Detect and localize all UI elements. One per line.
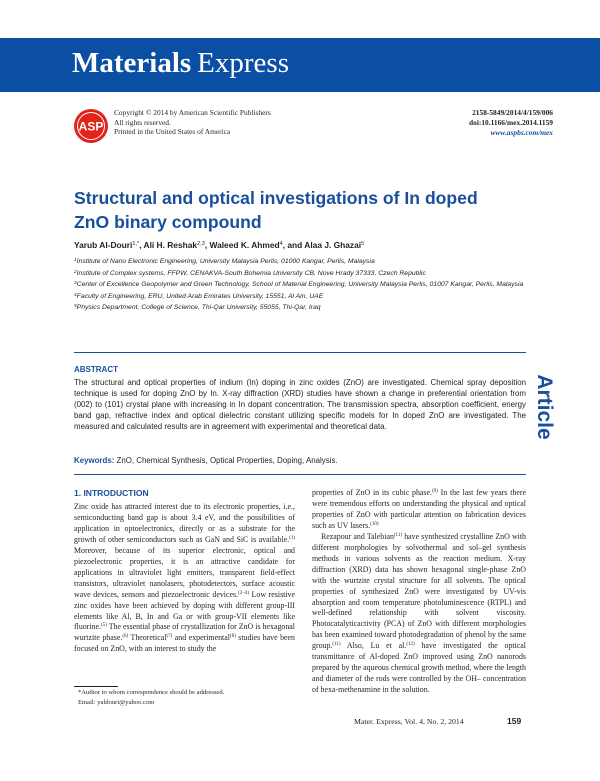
affiliation-number: 5	[74, 304, 77, 310]
affiliation-text: Faculty of Engineering, ERU, United Arab Emirates University, 15551, Al Ain, UAE	[76, 292, 324, 300]
citation: (2–4)	[238, 590, 249, 596]
text-run: and experimental	[172, 633, 230, 643]
copyright-block: Copyright © 2014 by American Scientific Publishers All rights reserved. Printed in the United States of America	[114, 108, 271, 137]
text-run: studies have been focused on ZnO, with an interest to study the	[74, 633, 295, 654]
keywords: Keywords: ZnO, Chemical Synthesis, Optical Properties, Doping, Analysis.	[74, 456, 338, 465]
journal-name: Materials Express	[72, 47, 289, 79]
abstract-top-rule	[74, 352, 526, 353]
affiliation-marker: 5	[361, 241, 365, 247]
affiliation-marker: 1,*	[132, 241, 140, 247]
affiliation	[74, 302, 534, 314]
affiliation-text: Center of Excellence Geopolymer and Green Technology, School of Material Engineering, University Malaysia Perlis, 01007 Kangar, Perlis, Malaysia	[76, 281, 524, 289]
paragraph	[312, 488, 526, 532]
text-run: Theoretical	[128, 633, 167, 643]
citation: (6)	[122, 634, 129, 640]
citation: (8)	[229, 634, 236, 640]
affiliation-number: 2	[74, 269, 77, 275]
affiliations	[74, 256, 534, 314]
affiliation-text: Institute of Nano Electronic Engineering, University Malaysia Perlis, 01000 Kangar, Perlis, Malaysia	[76, 258, 375, 265]
doi: doi:10.1166/mex.2014.1159	[469, 117, 553, 127]
email: Email: yaldouri@yahoo.com	[78, 698, 155, 706]
text-run: In the last few years there were tremendous efforts on understanding the physical and optical properties of ZnO with particular attention on fabrication devices such as UV lasers.	[312, 488, 526, 530]
affiliation-number: 4	[74, 292, 77, 298]
paragraph	[74, 502, 295, 655]
citation: (1)	[289, 535, 295, 541]
footnote: *Author to whom correspondence should be addressed. Email: yaldouri@yahoo.com	[78, 689, 225, 706]
footnote-rule	[74, 686, 118, 687]
text-run: Zinc oxide has attracted interest due to its electronic properties, i.e., semiconducting band gap is about 3.4 eV, and the possibilities of application in optoelectronics, directly or as a substrate for the growth of other semiconductors such as GaN and SiC is available.	[74, 502, 295, 544]
author-list: Yarub Al-Douri$^{1,*}$, Ali H. Reshak$^{2,3}$, Waleed K. Ahmed$^4$, and Alaa J. Ghazai$^5$	[74, 240, 365, 250]
text-run: The essential phase of crystallization for ZnO is hexagonal wurtzite phase.	[74, 622, 295, 643]
author-name: Ali H. Reshak	[143, 240, 198, 250]
affiliation	[74, 268, 534, 280]
affiliation	[74, 256, 534, 268]
author-name: Yarub Al-Douri	[74, 240, 133, 250]
citation: (7)	[166, 634, 173, 640]
issn: 2158-5849/2014/4/159/006	[472, 108, 553, 117]
article-title: Structural and optical investigations of In doped ZnO binary compound	[74, 188, 478, 232]
section-heading-introduction: 1. INTRODUCTION	[74, 488, 149, 498]
text-run: Low resistive zinc oxides have been achieved by doping with different group-III elements like Al, B, In and Ga or with group-VII elements like fluorine.	[74, 589, 295, 632]
asp-logo-icon	[73, 108, 109, 144]
affiliation-marker: 2,3	[197, 241, 205, 247]
citation: (11)	[332, 642, 341, 648]
intro-right-column	[312, 488, 526, 696]
text-run: have synthesized crystalline ZnO with different morphologies by solvothermal and sol–gel synthesis methods in various solvents as the reaction medium. X-ray diffraction (XRD) data has shown hexagonal single-phase ZnO with the wurtzite crystal structure for all solvents. The optical properties of synthesized ZnO were investigated by UV-vis absorption and room temperature photoluminescence (RTPL) and well-defined relationship with solvent viscosity. Photocatalyticactivity (PCA) of ZnO with different morphologies has been examined toward photodegradation of phenol by the same group.	[312, 531, 526, 651]
article-meta	[469, 108, 553, 137]
citation: (10)	[370, 521, 379, 527]
author-name: Alaa J. Ghazai	[304, 240, 362, 250]
citation: (11)	[393, 532, 403, 538]
svg-text:ASP: ASP	[78, 119, 104, 134]
citation: (9)	[431, 489, 438, 494]
intro-left-column	[74, 502, 295, 655]
page-number: 159	[507, 716, 522, 726]
paragraph	[312, 532, 526, 696]
author-name: Waleed K. Ahmed	[209, 240, 280, 250]
text-run: have investigated the optical transmittance of Al-doped ZnO improved using ZnO nanorods prepared by the aqueous chemical growth method, where the length and diameter of the rods were controlled by the OH– concentration of hexa-methenamine in the solution.	[312, 641, 527, 695]
affiliation-marker: 4	[279, 241, 283, 247]
journal-banner	[0, 38, 600, 92]
affiliation	[74, 291, 534, 303]
text-run: properties of ZnO in its cubic phase.	[312, 488, 432, 497]
text-run: Also, Lu et al.	[340, 641, 407, 651]
affiliation-text: Institute of Complex systems, FFPW, CENAKVA-South Bohemia University CB, Nove Hrady 37333, Czech Republic	[76, 269, 426, 277]
journal-citation-footer: Mater. Express, Vol. 4, No. 2, 2014	[354, 717, 464, 726]
affiliation-number: 3	[74, 281, 77, 287]
text-run: Moreover, because of its superior electronic, optical and piezoelectronic properties, it is an attractive candidate for applications in ultraviolet light emitters, transparent field-effect transistors, ultraviolet nanolasers, photodetectors, surface acoustic wave devices, sensors and piezoelectronic devices.	[74, 545, 295, 599]
text-run: Rezapour and Talebian	[321, 531, 394, 541]
abstract-heading: ABSTRACT	[74, 365, 118, 374]
abstract-text: The structural and optical properties of indium (In) doping in zinc oxides (ZnO) are investigated. Chemical spray deposition technique is used for doping ZnO by In. X-ray diffraction (XRD) studies have shown a change in preferential orientation from (002) to (101) crystal plane with increasing in In dopant concentration. The transmission spectra, absorption coefficient, energy band gap, refractive index and optical dielectric constant utilizing specific models for In doped ZnO are investigated. The measured and calculated results are in agreement with experimental and theoretical data.	[74, 378, 526, 431]
citation: (12)	[406, 642, 415, 648]
affiliation-text: Physics Department, College of Science, Thi-Qar University, 55055, Thi-Qar, Iraq	[76, 304, 321, 312]
section-tab: Article	[533, 374, 556, 440]
citation: (5)	[100, 623, 107, 629]
affiliation-number: 1	[74, 258, 77, 263]
affiliation	[74, 279, 534, 291]
journal-url[interactable]: www.aspbs.com/mex	[490, 127, 553, 137]
abstract-bottom-rule	[74, 474, 526, 475]
